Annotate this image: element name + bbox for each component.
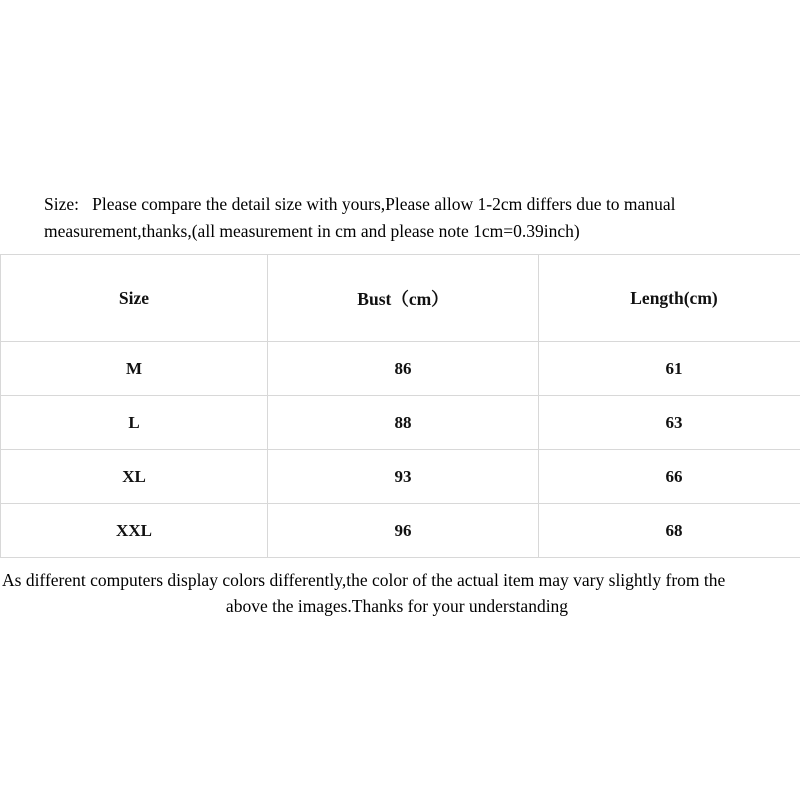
size-table [0, 254, 800, 558]
table-row [1, 450, 800, 504]
table-row [1, 396, 800, 450]
cell-size: XXL [1, 504, 268, 558]
cell-size: L [1, 396, 268, 450]
color-disclaimer-line1: As different computers display colors differently,the color of the actual item may vary slightly from the [2, 570, 726, 591]
color-disclaimer-line2: above the images.Thanks for your understanding [225, 596, 569, 617]
cell-bust: 86 [268, 342, 539, 396]
cell-bust: 96 [268, 504, 539, 558]
cell-length: 63 [539, 396, 800, 450]
cell-length: 61 [539, 342, 800, 396]
cell-bust: 93 [268, 450, 539, 504]
table-header-bust: Bust（cm） [268, 255, 539, 342]
table-row [1, 342, 800, 396]
cell-length: 66 [539, 450, 800, 504]
size-chart-content [0, 185, 800, 620]
size-intro-body: Please compare the detail size with yours,Please allow 1-2cm differs due to manual measurement,thanks,(all measurement in cm and please note 1cm=0.39inch) [44, 194, 676, 241]
cell-bust: 88 [268, 396, 539, 450]
cell-size: XL [1, 450, 268, 504]
cell-size: M [1, 342, 268, 396]
color-disclaimer [0, 558, 800, 620]
cell-length: 68 [539, 504, 800, 558]
table-row [1, 504, 800, 558]
table-header-row [1, 255, 800, 342]
size-intro-label: Size: [44, 194, 79, 214]
table-header-size: Size [1, 255, 268, 342]
size-intro-text [0, 185, 800, 254]
table-header-length: Length(cm) [539, 255, 800, 342]
